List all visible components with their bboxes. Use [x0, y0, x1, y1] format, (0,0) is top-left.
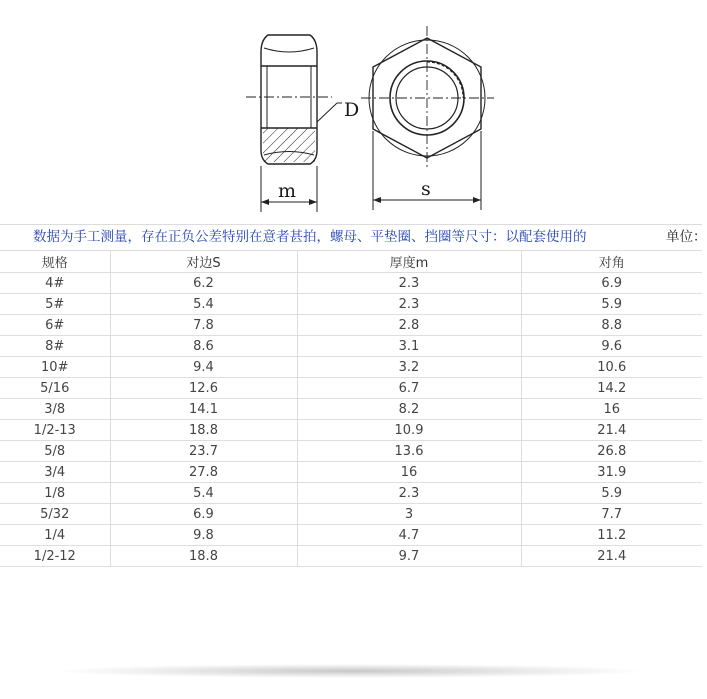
cell-thickness: 3.2 — [297, 357, 521, 378]
cell-thickness: 10.9 — [297, 420, 521, 441]
table-row — [0, 462, 702, 483]
cell-thickness: 2.3 — [297, 294, 521, 315]
cell-width-across-flats: 18.8 — [110, 546, 297, 567]
cell-width-across-corners: 26.8 — [521, 441, 702, 462]
cell-size: 5/8 — [0, 441, 110, 462]
cell-size: 6# — [0, 315, 110, 336]
cell-width-across-flats: 5.4 — [110, 294, 297, 315]
measurement-note: 数据为手工测量，存在正负公差特别在意者甚拍，螺母、平垫圈、挡圈等尺寸：以配套使用的 — [33, 229, 587, 245]
cell-width-across-corners: 7.7 — [521, 504, 702, 525]
cell-thickness: 16 — [297, 462, 521, 483]
header-thickness: 厚度m — [297, 250, 521, 273]
cell-width-across-flats: 5.4 — [110, 483, 297, 504]
cell-width-across-flats: 9.4 — [110, 357, 297, 378]
cell-thickness: 9.7 — [297, 546, 521, 567]
cell-thickness: 6.7 — [297, 378, 521, 399]
cell-size: 5# — [0, 294, 110, 315]
cell-width-across-corners: 14.2 — [521, 378, 702, 399]
table-row — [0, 273, 702, 294]
cell-width-across-flats: 23.7 — [110, 441, 297, 462]
hole-label: D — [344, 99, 360, 121]
cell-size: 1/2-13 — [0, 420, 110, 441]
cell-width-across-corners: 16 — [521, 399, 702, 420]
cell-thickness: 2.3 — [297, 483, 521, 504]
table-row — [0, 504, 702, 525]
cell-size: 3/4 — [0, 462, 110, 483]
cell-thickness: 3 — [297, 504, 521, 525]
width-across-flats-label: s — [421, 178, 431, 200]
table-row — [0, 399, 702, 420]
hex-nut-diagram — [0, 0, 702, 222]
table-row — [0, 483, 702, 504]
cell-size: 5/32 — [0, 504, 110, 525]
hex-nut-drawing — [0, 0, 702, 222]
table-row — [0, 441, 702, 462]
table-row — [0, 420, 702, 441]
cell-width-across-flats: 12.6 — [110, 378, 297, 399]
header-size: 规格 — [0, 250, 110, 273]
cell-width-across-corners: 31.9 — [521, 462, 702, 483]
cell-width-across-flats: 8.6 — [110, 336, 297, 357]
bottom-shadow — [60, 664, 642, 678]
cell-width-across-corners: 21.4 — [521, 420, 702, 441]
cell-width-across-flats: 7.8 — [110, 315, 297, 336]
table-row — [0, 525, 702, 546]
cell-width-across-corners: 5.9 — [521, 483, 702, 504]
measurement-note-bar — [0, 224, 707, 251]
cell-width-across-corners: 9.6 — [521, 336, 702, 357]
table-row — [0, 546, 702, 567]
cell-size: 1/2-12 — [0, 546, 110, 567]
cell-width-across-flats: 14.1 — [110, 399, 297, 420]
table-row — [0, 357, 702, 378]
table-header-row — [0, 250, 702, 273]
cell-thickness: 13.6 — [297, 441, 521, 462]
cell-size: 4# — [0, 273, 110, 294]
cell-thickness: 3.1 — [297, 336, 521, 357]
table-row — [0, 336, 702, 357]
cell-width-across-flats: 18.8 — [110, 420, 297, 441]
cell-width-across-corners: 11.2 — [521, 525, 702, 546]
cell-thickness: 2.8 — [297, 315, 521, 336]
cell-width-across-flats: 6.9 — [110, 504, 297, 525]
cell-width-across-corners: 21.4 — [521, 546, 702, 567]
cell-size: 3/8 — [0, 399, 110, 420]
cell-size: 1/8 — [0, 483, 110, 504]
cell-size: 10# — [0, 357, 110, 378]
nut-size-table — [0, 250, 702, 567]
header-width-across-corners: 对角 — [521, 250, 702, 273]
cell-width-across-corners: 5.9 — [521, 294, 702, 315]
cell-size: 5/16 — [0, 378, 110, 399]
cell-thickness: 4.7 — [297, 525, 521, 546]
cell-thickness: 8.2 — [297, 399, 521, 420]
thickness-label: m — [278, 180, 297, 202]
table-row — [0, 378, 702, 399]
cell-thickness: 2.3 — [297, 273, 521, 294]
cell-width-across-flats: 6.2 — [110, 273, 297, 294]
cell-width-across-corners: 10.6 — [521, 357, 702, 378]
cell-width-across-flats: 9.8 — [110, 525, 297, 546]
table-row — [0, 294, 702, 315]
cell-width-across-corners: 6.9 — [521, 273, 702, 294]
cell-size: 1/4 — [0, 525, 110, 546]
cell-size: 8# — [0, 336, 110, 357]
cell-width-across-corners: 8.8 — [521, 315, 702, 336]
header-width-across-flats: 对边S — [110, 250, 297, 273]
table-body — [0, 273, 702, 567]
unit-label: 单位： — [666, 229, 707, 245]
cell-width-across-flats: 27.8 — [110, 462, 297, 483]
table-row — [0, 315, 702, 336]
